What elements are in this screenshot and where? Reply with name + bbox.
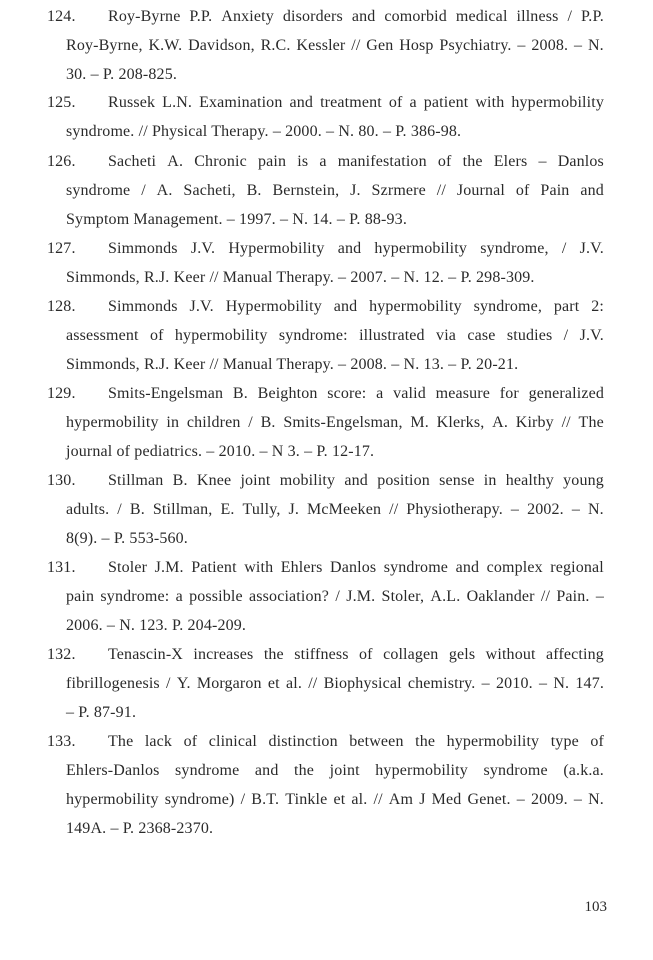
reference-text-line: Simmonds J.V. Hypermobility and hypermobility syndrome, part 2: [108, 298, 604, 315]
reference-text-line: – P. 87-91. [66, 704, 137, 721]
reference-text-line: 2006. – N. 123. P. 204-209. [66, 617, 247, 634]
reference-text-line: 30. – P. 208-825. [66, 66, 178, 83]
reference-text-line: Stoler J.M. Patient with Ehlers Danlos syndrome and complex regional [108, 559, 604, 576]
reference-number: 125. [47, 94, 76, 111]
reference-text-line: 149A. – P. 2368-2370. [66, 820, 214, 837]
reference-text-line: journal of pediatrics. – 2010. – N 3. – P. 12-17. [66, 443, 375, 460]
reference-text-line: adults. / B. Stillman, E. Tully, J. McMeeken // Physiotherapy. – 2002. – N. [66, 501, 604, 518]
reference-text-line: Tenascin-X increases the stiffness of collagen gels without affecting [108, 646, 604, 663]
reference-text-line: Smits-Engelsman B. Beighton score: a valid measure for generalized [108, 385, 604, 402]
reference-number: 129. [47, 385, 76, 402]
reference-text-line: Roy-Byrne P.P. Anxiety disorders and comorbid medical illness / P.P. [108, 8, 604, 25]
reference-text-line: pain syndrome: a possible association? / J.M. Stoler, A.L. Oaklander // Pain. – [66, 588, 604, 605]
reference-text-line: assessment of hypermobility syndrome: illustrated via case studies / J.V. [66, 327, 604, 344]
reference-text-line: Roy-Byrne, K.W. Davidson, R.C. Kessler // Gen Hosp Psychiatry. – 2008. – N. [66, 37, 604, 54]
reference-text-line: hypermobility in children / B. Smits-Engelsman, M. Klerks, A. Kirby // The [66, 414, 604, 431]
reference-number: 124. [47, 8, 76, 25]
reference-text-line: 8(9). – P. 553-560. [66, 530, 188, 547]
reference-text-line: Sacheti A. Chronic pain is a manifestation of the Elers – Danlos [108, 153, 604, 170]
reference-text-line: Simmonds, R.J. Keer // Manual Therapy. – 2008. – N. 13. – P. 20-21. [66, 356, 519, 373]
reference-text-line: Simmonds, R.J. Keer // Manual Therapy. – 2007. – N. 12. – P. 298-309. [66, 269, 535, 286]
reference-number: 126. [47, 153, 76, 170]
reference-text-line: fibrillogenesis / Y. Morgaron et al. // Biophysical chemistry. – 2010. – N. 147. [66, 675, 604, 692]
reference-text-line: Ehlers-Danlos syndrome and the joint hypermobility syndrome (a.k.a. [66, 762, 604, 779]
reference-text-line: hypermobility syndrome) / B.T. Tinkle et al. // Am J Med Genet. – 2009. – N. [66, 791, 604, 808]
reference-text-line: Russek L.N. Examination and treatment of a patient with hypermobility [108, 94, 604, 111]
reference-text-line: Simmonds J.V. Hypermobility and hypermobility syndrome, / J.V. [108, 240, 604, 257]
reference-text-line: syndrome. // Physical Therapy. – 2000. – N. 80. – P. 386-98. [66, 123, 462, 140]
reference-text-line: Stillman B. Knee joint mobility and position sense in healthy young [108, 472, 604, 489]
reference-text-line: Symptom Management. – 1997. – N. 14. – P. 88-93. [66, 211, 407, 228]
reference-text-line: syndrome / A. Sacheti, B. Bernstein, J. Szrmere // Journal of Pain and [66, 182, 604, 199]
reference-number: 127. [47, 240, 76, 257]
reference-number: 128. [47, 298, 76, 315]
reference-number: 132. [47, 646, 76, 663]
reference-number: 131. [47, 559, 76, 576]
reference-number: 130. [47, 472, 76, 489]
page-number: 103 [584, 899, 607, 915]
reference-number: 133. [47, 733, 76, 750]
reference-text-line: The lack of clinical distinction between the hypermobility type of [108, 733, 604, 750]
